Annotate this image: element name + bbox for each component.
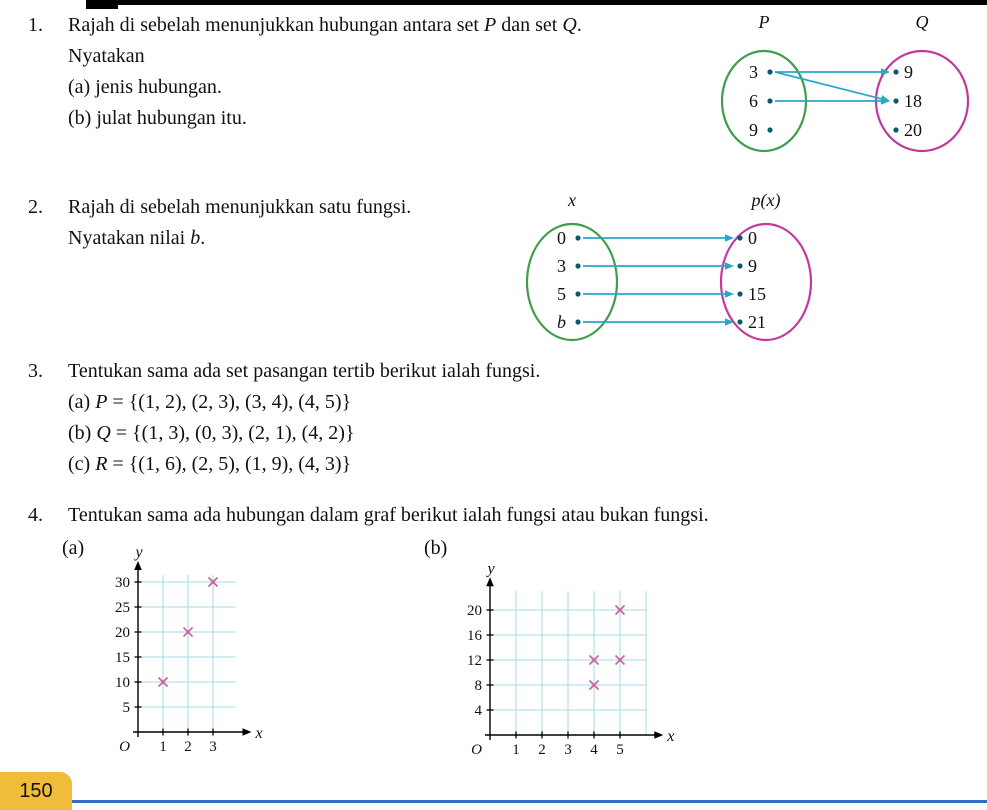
set-element: b (557, 312, 566, 332)
set-ellipse-right (721, 224, 811, 340)
set-element: 9 (904, 62, 913, 82)
element-dot (767, 127, 772, 132)
question-4 (28, 500, 968, 531)
element-dot (737, 319, 742, 324)
y-tick-label: 12 (467, 653, 482, 669)
page-number-badge (0, 772, 72, 810)
set-element: 9 (749, 120, 758, 140)
set-name-left: x (568, 190, 576, 210)
element-dot (575, 319, 580, 324)
y-tick-label: 10 (115, 675, 130, 691)
question-2-number: 2. (28, 196, 43, 218)
math-var: b (190, 227, 201, 249)
set-element: 3 (749, 62, 758, 82)
text-run: Nyatakan nilai (68, 227, 191, 249)
x-tick-label: 4 (590, 742, 598, 758)
math-var: R (95, 453, 108, 475)
element-dot (767, 98, 772, 103)
y-tick-label: 16 (467, 628, 482, 644)
math-var: P (95, 391, 108, 413)
x-tick-label: 3 (564, 742, 572, 758)
mapping-arrowhead (725, 262, 734, 270)
relation-arrow-diagram-q1 (712, 8, 982, 158)
text-run: Rajah di sebelah menunjukkan hubungan antara set (68, 14, 484, 36)
mapping-arrowhead (725, 290, 734, 298)
mapping-arrowhead (725, 234, 734, 242)
question-3 (28, 356, 948, 480)
question-1-line2: Nyatakan (68, 45, 145, 67)
element-dot (893, 98, 898, 103)
math-var: Q (96, 422, 111, 444)
element-dot (767, 69, 772, 74)
text-run: . (576, 14, 582, 36)
x-axis-label: x (255, 725, 263, 742)
math-var: Q (562, 14, 577, 36)
set-element: 6 (749, 91, 758, 111)
y-tick-label: 5 (122, 700, 130, 716)
y-axis-arrowhead (134, 561, 142, 570)
question-2-text: Rajah di sebelah menunjukkan satu fungsi. (68, 196, 412, 218)
question-2 (28, 192, 528, 254)
question-4-number: 4. (28, 504, 43, 526)
element-dot (893, 69, 898, 74)
set-element: 20 (904, 120, 922, 140)
set-element: 21 (748, 312, 766, 332)
x-axis-arrowhead (243, 728, 252, 736)
text-run: = {(1, 3), (0, 3), (2, 1), (4, 2)} (110, 422, 355, 444)
x-tick-label: 5 (616, 742, 624, 758)
question-3-heading: Tentukan sama ada set pasangan tertib berikut ialah fungsi. (68, 360, 541, 382)
graph-b-label: (b) (424, 537, 448, 559)
set-element: 3 (557, 256, 566, 276)
item-label: (b) (68, 422, 97, 444)
text-run: = {(1, 6), (2, 5), (1, 9), (4, 3)} (107, 453, 352, 475)
scan-edge-line (86, 0, 987, 5)
y-axis-arrowhead (486, 577, 494, 586)
x-tick-label: 3 (209, 739, 217, 755)
scatter-graph-b (450, 560, 710, 775)
question-1-number: 1. (28, 14, 43, 36)
text-run: . (200, 227, 206, 249)
set-element: 9 (748, 256, 757, 276)
scatter-graph-a (98, 544, 368, 767)
set-element: 18 (904, 91, 922, 111)
text-run: dan set (496, 14, 563, 36)
text-run: = {(1, 2), (2, 3), (3, 4), (4, 5)} (107, 391, 352, 413)
question-3-number: 3. (28, 360, 43, 382)
y-tick-label: 8 (474, 678, 482, 694)
set-element: 5 (557, 284, 566, 304)
x-tick-label: 1 (512, 742, 520, 758)
set-element: 0 (748, 228, 757, 248)
set-name-right: Q (915, 12, 929, 32)
page-number: 150 (19, 779, 53, 802)
question-1 (28, 10, 704, 134)
question-4-heading: Tentukan sama ada hubungan dalam graf berikut ialah fungsi atau bukan fungsi. (68, 504, 709, 526)
footer-line (0, 800, 987, 803)
y-axis-label: y (135, 544, 143, 561)
element-dot (575, 235, 580, 240)
element-dot (737, 263, 742, 268)
mapping-arrow (775, 72, 883, 99)
x-tick-label: 2 (184, 739, 192, 755)
question-1-item-a: (a) jenis hubungan. (68, 76, 222, 98)
question-1-text (68, 10, 704, 41)
y-tick-label: 30 (115, 575, 130, 591)
origin-label: O (119, 739, 130, 755)
set-element: 0 (557, 228, 566, 248)
x-axis-arrowhead (654, 731, 663, 739)
y-axis-label: y (487, 560, 495, 578)
x-tick-label: 2 (538, 742, 546, 758)
graph-a-label: (a) (62, 537, 85, 559)
origin-label: O (471, 742, 482, 758)
set-name-left: P (758, 12, 770, 32)
y-tick-label: 20 (467, 603, 482, 619)
set-name-right: p(x) (751, 190, 781, 210)
function-arrow-diagram-q2 (518, 190, 848, 355)
element-dot (737, 235, 742, 240)
item-label: (c) (68, 453, 96, 475)
y-tick-label: 15 (115, 650, 130, 666)
set-element: 15 (748, 284, 766, 304)
element-dot (575, 263, 580, 268)
item-label: (a) (68, 391, 96, 413)
element-dot (737, 291, 742, 296)
x-tick-label: 1 (159, 739, 167, 755)
y-tick-label: 20 (115, 625, 130, 641)
x-axis-label: x (667, 728, 675, 745)
ordered-pairs-set-a (68, 387, 948, 418)
ordered-pairs-set-b (68, 418, 948, 449)
element-dot (575, 291, 580, 296)
question-2-line2 (68, 223, 528, 254)
question-1-item-b: (b) julat hubungan itu. (68, 107, 247, 129)
y-tick-label: 4 (474, 703, 482, 719)
y-tick-label: 25 (115, 600, 130, 616)
ordered-pairs-set-c (68, 449, 948, 480)
element-dot (893, 127, 898, 132)
math-var: P (484, 14, 497, 36)
